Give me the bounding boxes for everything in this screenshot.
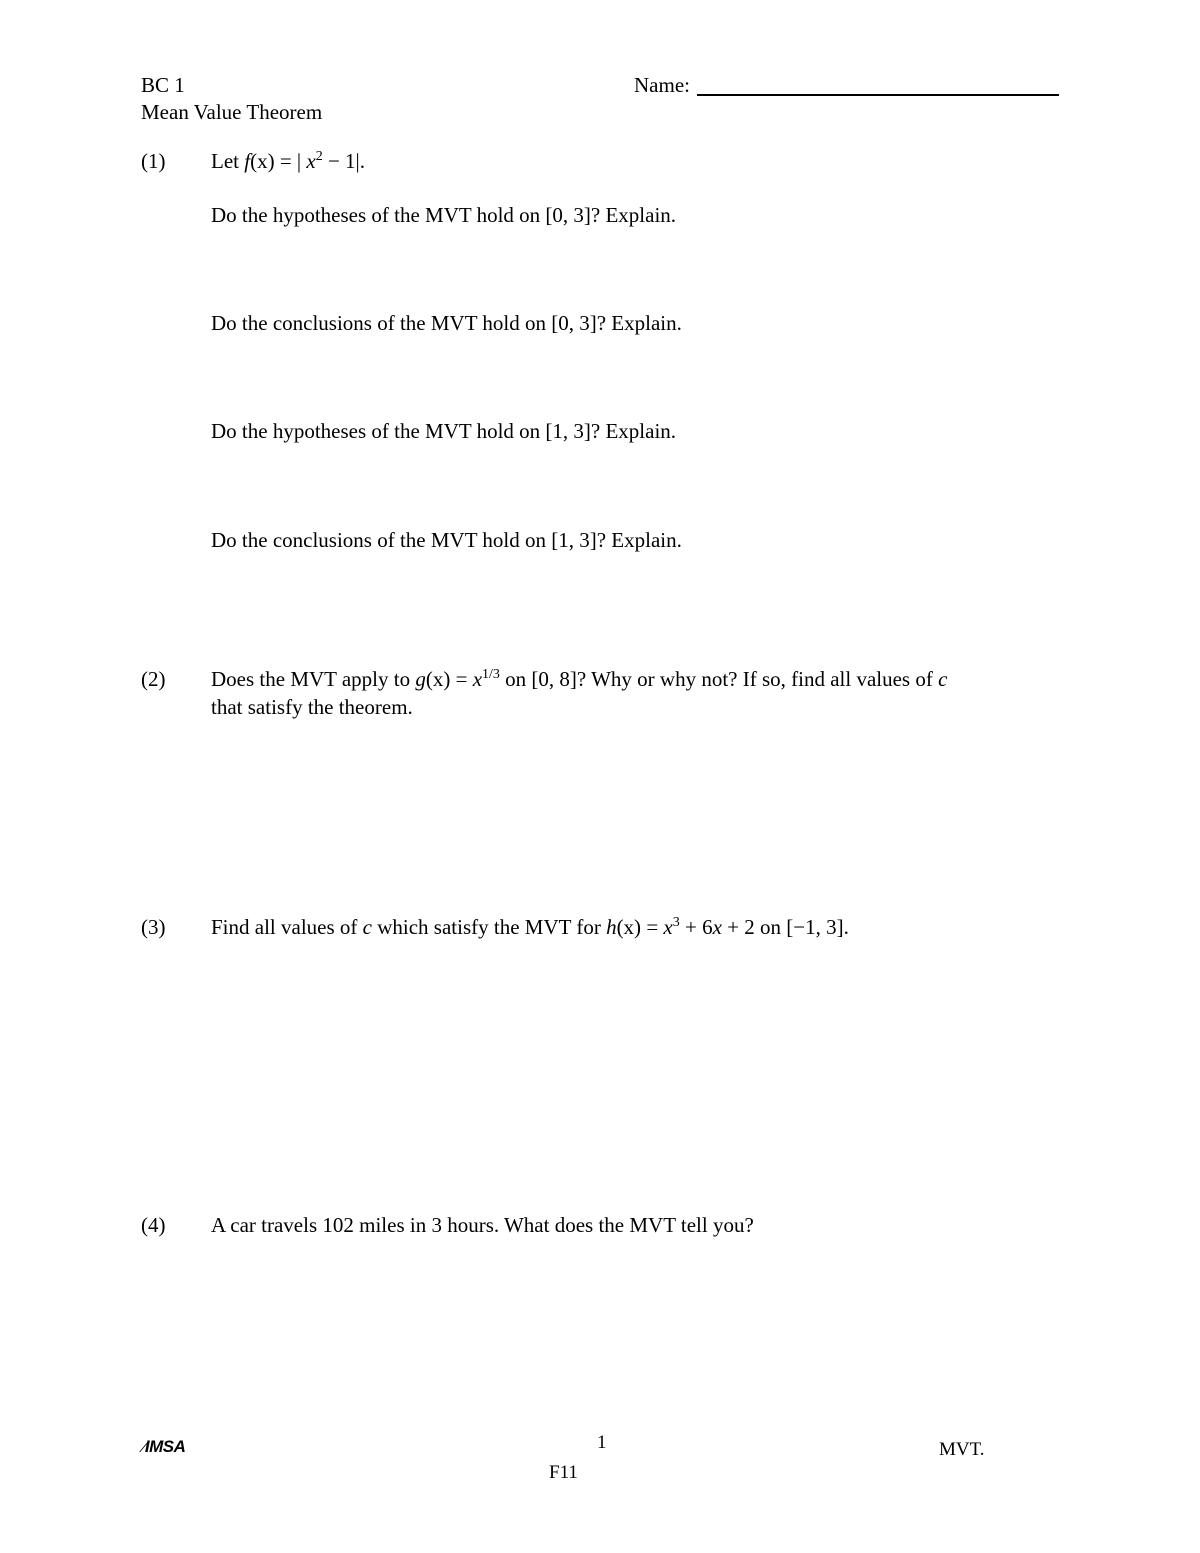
name-label: Name: <box>634 73 690 97</box>
page-number: 1 <box>597 1432 607 1453</box>
course-label: BC 1 <box>141 73 185 97</box>
footer-code: MVT. <box>939 1439 985 1460</box>
q3-number: (3) <box>141 915 166 939</box>
q2-statement-line2: that satisfy the theorem. <box>211 695 413 719</box>
q4-number: (4) <box>141 1213 166 1237</box>
imsa-logo: ⁄IMSA <box>143 1437 186 1456</box>
q1-number: (1) <box>141 149 166 173</box>
q1-part-c: Do the hypotheses of the MVT hold on [1, 3]? Explain. <box>211 419 677 443</box>
q3-statement: Find all values of c which satisfy the MVT for $h(x) = x^3 + 6x + 2$ on [−1, 3]. <box>211 915 849 939</box>
page-title: Mean Value Theorem <box>141 100 323 124</box>
q4-statement: A car travels 102 miles in 3 hours. What does the MVT tell you? <box>211 1213 754 1237</box>
name-blank-line <box>697 94 1059 96</box>
q1-part-d: Do the conclusions of the MVT hold on [1, 3]? Explain. <box>211 528 682 552</box>
q1-part-b: Do the conclusions of the MVT hold on [0, 3]? Explain. <box>211 311 682 335</box>
logo-mark-icon: ⁄ <box>143 1439 145 1455</box>
term-label: F11 <box>549 1462 578 1483</box>
q2-number: (2) <box>141 667 166 691</box>
q1-part-a: Do the hypotheses of the MVT hold on [0, 3]? Explain. <box>211 203 677 227</box>
q2-statement: Does the MVT apply to $g(x) = x^{1/3}$ on [0, 8]? Why or why not? If so, find all values of c <box>211 667 948 691</box>
q1-statement: Let f(x) = | $x^2 - 1|$. <box>211 149 366 173</box>
